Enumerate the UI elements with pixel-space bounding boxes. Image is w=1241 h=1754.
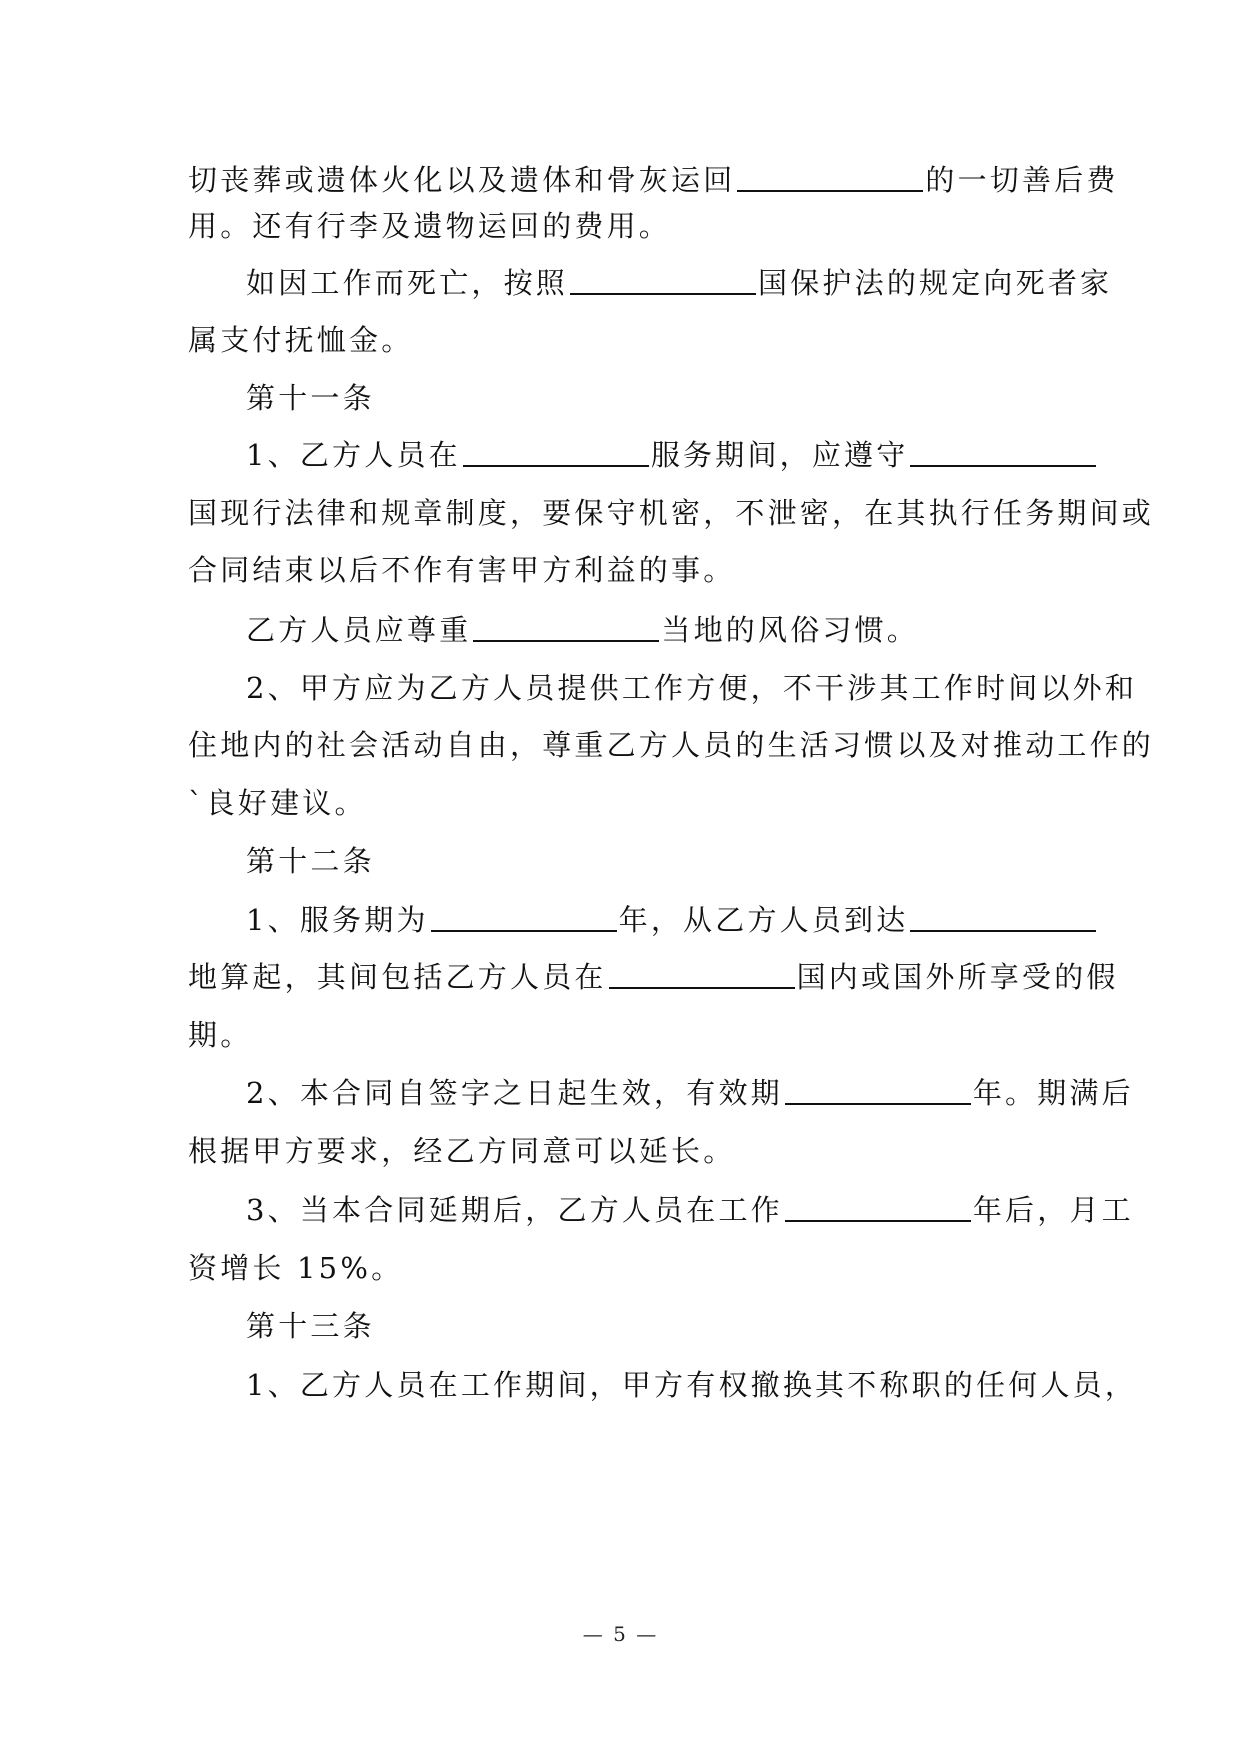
line-text: 1、乙方人员在工作期间，甲方有权撤换其不称职的任何人员， bbox=[246, 1368, 1138, 1402]
line-text: 3、当本合同延期后，乙方人员在工作 bbox=[246, 1193, 783, 1227]
line-text: 乙方人员应尊重 bbox=[246, 613, 472, 647]
fill-in-blank bbox=[431, 906, 617, 932]
page-number: — 5 — bbox=[582, 1622, 659, 1646]
fill-in-blank bbox=[785, 1079, 971, 1105]
body-line bbox=[188, 1248, 403, 1288]
line-text: 根据甲方要求，经乙方同意可以延长。 bbox=[188, 1134, 736, 1168]
line-text: 2、甲方应为乙方人员提供工作方便，不干涉其工作时间以外和 bbox=[246, 671, 1138, 705]
line-text: 年。期满后 bbox=[972, 1076, 1134, 1110]
fill-in-blank bbox=[785, 1196, 971, 1222]
fill-in-blank bbox=[737, 166, 923, 192]
line-text: 当地的风俗习惯。 bbox=[661, 613, 920, 647]
fill-in-blank bbox=[910, 441, 1096, 467]
line-text: 年后，月工 bbox=[972, 1193, 1134, 1227]
line-text: 1、乙方人员在 bbox=[246, 438, 461, 472]
line-text: 如因工作而死亡，按照 bbox=[246, 266, 569, 300]
body-line bbox=[246, 900, 1098, 940]
line-text: 资增长 15%。 bbox=[188, 1251, 404, 1285]
line-text: 第十一条 bbox=[246, 381, 375, 415]
article-heading bbox=[246, 1306, 375, 1346]
body-line bbox=[188, 1131, 735, 1171]
fill-in-blank bbox=[463, 441, 649, 467]
body-line bbox=[246, 610, 919, 650]
line-text: 用。还有行李及遗物运回的费用。 bbox=[188, 209, 672, 243]
line-text: 第十二条 bbox=[246, 844, 375, 878]
fill-in-blank bbox=[609, 963, 795, 989]
body-line bbox=[246, 263, 1112, 303]
line-text: 国内或国外所享受的假 bbox=[796, 960, 1119, 994]
body-line bbox=[246, 1190, 1134, 1230]
body-line bbox=[188, 725, 1154, 765]
body-line bbox=[246, 668, 1137, 708]
line-text: 服务期间，应遵守 bbox=[650, 438, 909, 472]
body-line bbox=[188, 1015, 252, 1055]
line-text: 合同结束以后不作有害甲方利益的事。 bbox=[188, 553, 736, 587]
line-text: 住地内的社会活动自由，尊重乙方人员的生活习惯以及对推动工作的 bbox=[188, 728, 1155, 762]
fill-in-blank bbox=[910, 906, 1096, 932]
body-line bbox=[246, 1073, 1134, 1113]
line-text: 第十三条 bbox=[246, 1309, 375, 1343]
line-text: 1、服务期为 bbox=[246, 903, 429, 937]
line-text: 年，从乙方人员到达 bbox=[618, 903, 909, 937]
line-text: 的一切善后费 bbox=[925, 163, 1119, 197]
line-text: 地算起，其间包括乙方人员在 bbox=[188, 960, 607, 994]
line-text: 国现行法律和规章制度，要保守机密，不泄密，在其执行任务期间或 bbox=[188, 496, 1155, 530]
line-text: 切丧葬或遗体火化以及遗体和骨灰运回 bbox=[188, 163, 736, 197]
line-text: 2、本合同自签字之日起生效，有效期 bbox=[246, 1076, 783, 1110]
body-line bbox=[188, 320, 413, 360]
line-text: 属支付抚恤金。 bbox=[188, 323, 414, 357]
body-line bbox=[188, 160, 1119, 200]
line-text: 期。 bbox=[188, 1018, 253, 1052]
body-line bbox=[246, 435, 1098, 475]
body-line bbox=[188, 550, 735, 590]
fill-in-blank bbox=[473, 616, 659, 642]
line-text: `良好建议。 bbox=[188, 786, 367, 820]
body-line bbox=[188, 493, 1154, 533]
fill-in-blank bbox=[570, 269, 756, 295]
body-line bbox=[246, 1365, 1137, 1405]
line-text: 国保护法的规定向死者家 bbox=[758, 266, 1113, 300]
body-line bbox=[188, 783, 367, 823]
body-line bbox=[188, 206, 671, 246]
article-heading bbox=[246, 378, 375, 418]
body-line bbox=[188, 957, 1119, 997]
article-heading bbox=[246, 841, 375, 881]
